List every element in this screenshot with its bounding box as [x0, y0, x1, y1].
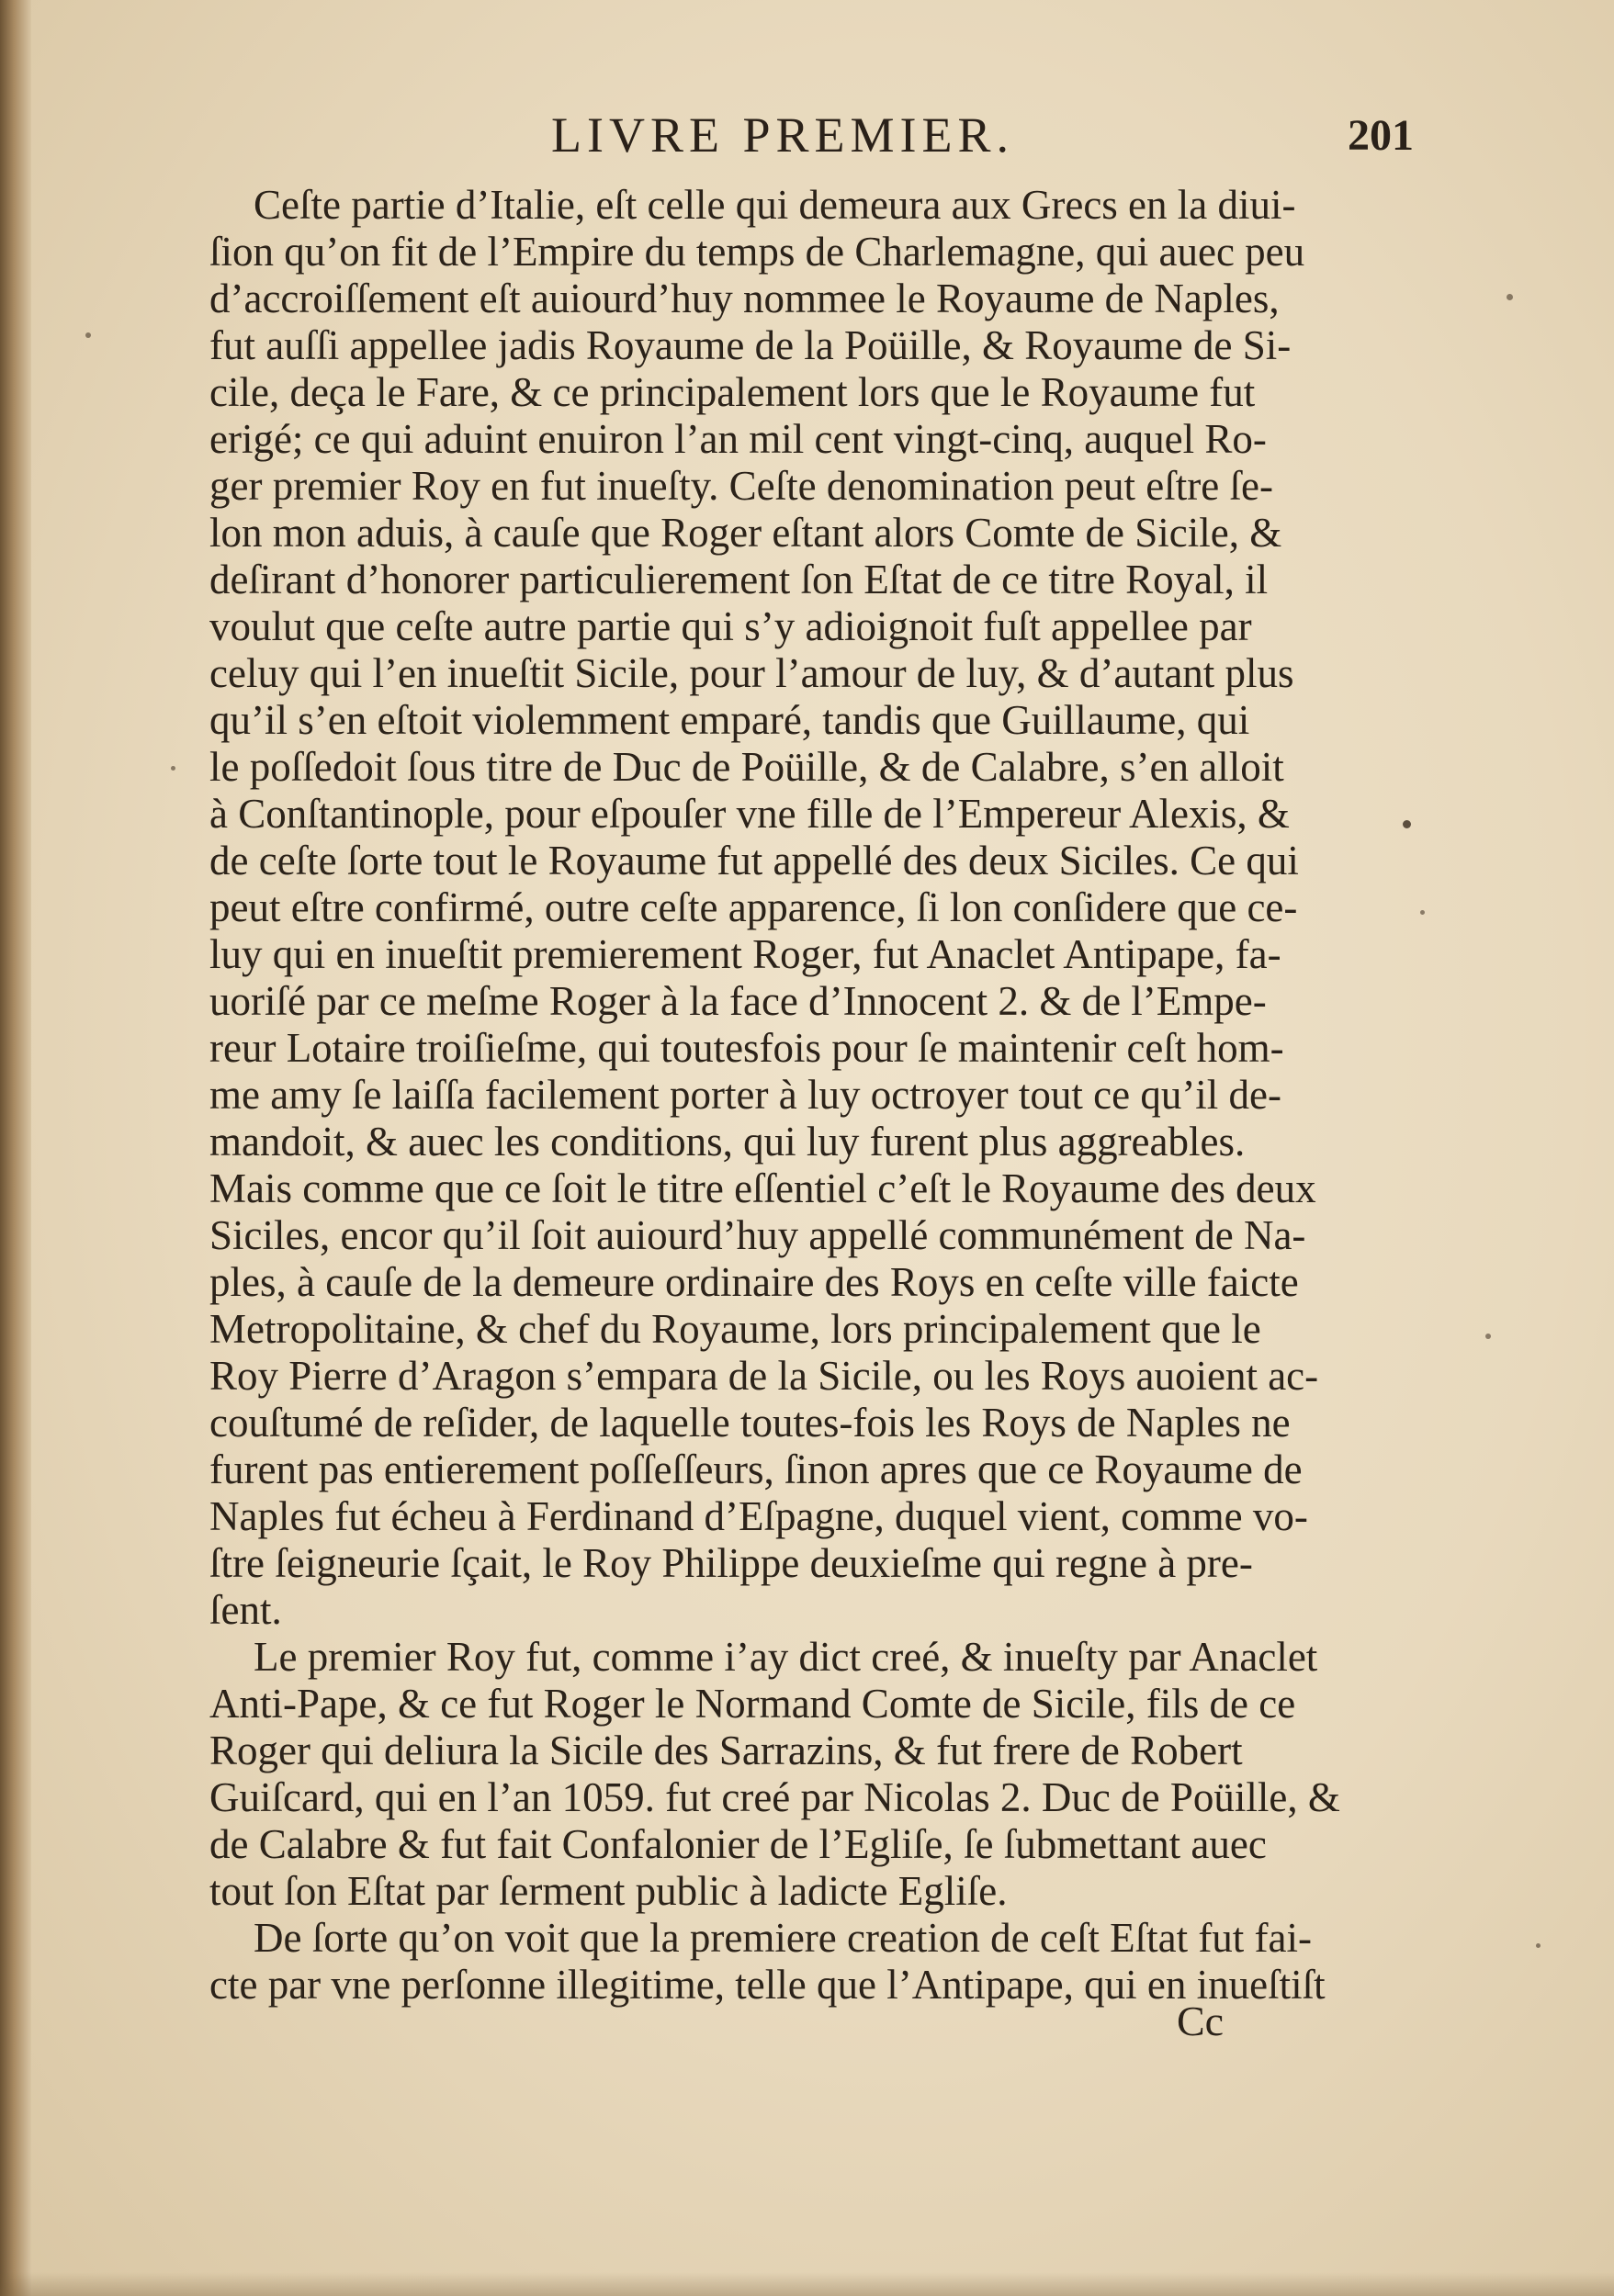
- text-line: cile, deça le Fare, & ce principalement lors que le Royaume fut: [209, 369, 1256, 415]
- page-number: 201: [1348, 111, 1414, 160]
- text-line: de Calabre & fut fait Confalonier de l’Egliſe, ſe ſubmettant auec: [209, 1821, 1267, 1867]
- text-line: de ceſte ſorte tout le Royaume fut appellé des deux Siciles. Ce qui: [209, 838, 1299, 884]
- text-line: Mais comme que ce ſoit le titre eſſentiel c’eſt le Royaume des deux: [209, 1165, 1316, 1211]
- text-line: celuy qui l’en inueſtit Sicile, pour l’amour de luy, & d’autant plus: [209, 650, 1294, 696]
- text-line: ſent.: [209, 1587, 282, 1633]
- text-line: tout ſon Eſtat par ſerment public à ladicte Egliſe.: [209, 1868, 1008, 1914]
- text-line: le poſſedoit ſous titre de Duc de Poüille, & de Calabre, s’en alloit: [209, 744, 1284, 790]
- text-line: ger premier Roy en fut inueſty. Ceſte denomination peut eſtre ſe-: [209, 463, 1273, 509]
- paper-speck: [1485, 1334, 1491, 1339]
- paper-speck: [1507, 294, 1513, 300]
- text-line: deſirant d’honorer particulierement ſon Eſtat de ce titre Royal, il: [209, 557, 1269, 602]
- paper-speck: [1420, 910, 1425, 915]
- text-line: voulut que ceſte autre partie qui s’y adioignoit fuſt appellee par: [209, 603, 1252, 649]
- page-header: [0, 107, 1614, 171]
- paper-speck: [85, 332, 91, 338]
- binding-gutter: [0, 0, 31, 2296]
- text-line: ſion qu’on fit de l’Empire du temps de Charlemagne, qui auec peu: [209, 229, 1305, 275]
- text-line: me amy ſe laiſſa facilement porter à luy octroyer tout ce qu’il de-: [209, 1072, 1282, 1118]
- text-line: erigé; ce qui aduint enuiron l’an mil cent vingt-cinq, auquel Ro-: [209, 416, 1267, 462]
- text-line: ſtre ſeigneurie ſçait, le Roy Philippe deuxieſme qui regne à pre-: [209, 1540, 1253, 1586]
- text-line: De ſorte qu’on voit que la premiere creation de ceſt Eſtat fut fai-: [254, 1915, 1313, 1961]
- page-edge-shadow: [0, 2272, 1614, 2296]
- catchword: Cc: [1177, 1998, 1225, 2044]
- paper-speck: [1403, 820, 1411, 828]
- text-line: Ceſte partie d’Italie, eſt celle qui demeura aux Grecs en la diui-: [254, 182, 1296, 228]
- text-line: peut eſtre confirmé, outre ceſte apparence, ſi lon conſidere que ce-: [209, 884, 1298, 930]
- text-line: ples, à cauſe de la demeure ordinaire des Roys en ceſte ville faicte: [209, 1259, 1299, 1305]
- text-line: Le premier Roy fut, comme i’ay dict creé, & inueſty par Anaclet: [254, 1634, 1318, 1680]
- text-line: luy qui en inueſtit premierement Roger, fut Anaclet Antipape, fa-: [209, 931, 1281, 977]
- running-head: LIVRE PREMIER.: [551, 107, 1015, 163]
- text-line: cte par vne perſonne illegitime, telle que l’Antipape, qui en inueſtiſt: [209, 1962, 1326, 2008]
- text-line: d’accroiſſement eſt auiourd’huy nommee le Royaume de Naples,: [209, 276, 1280, 321]
- text-line: couſtumé de reſider, de laquelle toutes-fois les Roys de Naples ne: [209, 1400, 1291, 1446]
- paper-speck: [1536, 1943, 1541, 1948]
- text-line: reur Lotaire troiſieſme, qui toutesfois pour ſe maintenir ceſt hom-: [209, 1025, 1284, 1071]
- text-line: Metropolitaine, & chef du Royaume, lors principalement que le: [209, 1306, 1261, 1352]
- text-line: qu’il s’en eſtoit violemment emparé, tandis que Guillaume, qui: [209, 697, 1250, 743]
- text-line: furent pas entierement poſſeſſeurs, ſinon apres que ce Royaume de: [209, 1446, 1303, 1492]
- text-line: mandoit, & auec les conditions, qui luy furent plus aggreables.: [209, 1119, 1246, 1165]
- text-line: Siciles, encor qu’il ſoit auiourd’huy appellé communément de Na-: [209, 1212, 1306, 1258]
- text-line: Roger qui deliura la Sicile des Sarrazins, & fut frere de Robert: [209, 1728, 1243, 1773]
- text-line: lon mon aduis, à cauſe que Roger eſtant alors Comte de Sicile, &: [209, 510, 1282, 556]
- text-line: à Conſtantinople, pour eſpouſer vne fille de l’Empereur Alexis, &: [209, 791, 1290, 837]
- text-line: Guiſcard, qui en l’an 1059. fut creé par Nicolas 2. Duc de Poüille, &: [209, 1774, 1340, 1820]
- text-line: Anti-Pape, & ce fut Roger le Normand Comte de Sicile, fils de ce: [209, 1681, 1296, 1727]
- paper-speck: [171, 766, 175, 771]
- text-line: Roy Pierre d’Aragon s’empara de la Sicile, ou les Roys auoient ac-: [209, 1353, 1319, 1399]
- main-text-block: [209, 182, 1394, 2009]
- text-line: fut auſſi appellee jadis Royaume de la Poüille, & Royaume de Si-: [209, 322, 1292, 368]
- text-line: Naples fut écheu à Ferdinand d’Eſpagne, duquel vient, comme vo-: [209, 1493, 1308, 1539]
- text-line: uoriſé par ce meſme Roger à la face d’Innocent 2. & de l’Empe-: [209, 978, 1267, 1024]
